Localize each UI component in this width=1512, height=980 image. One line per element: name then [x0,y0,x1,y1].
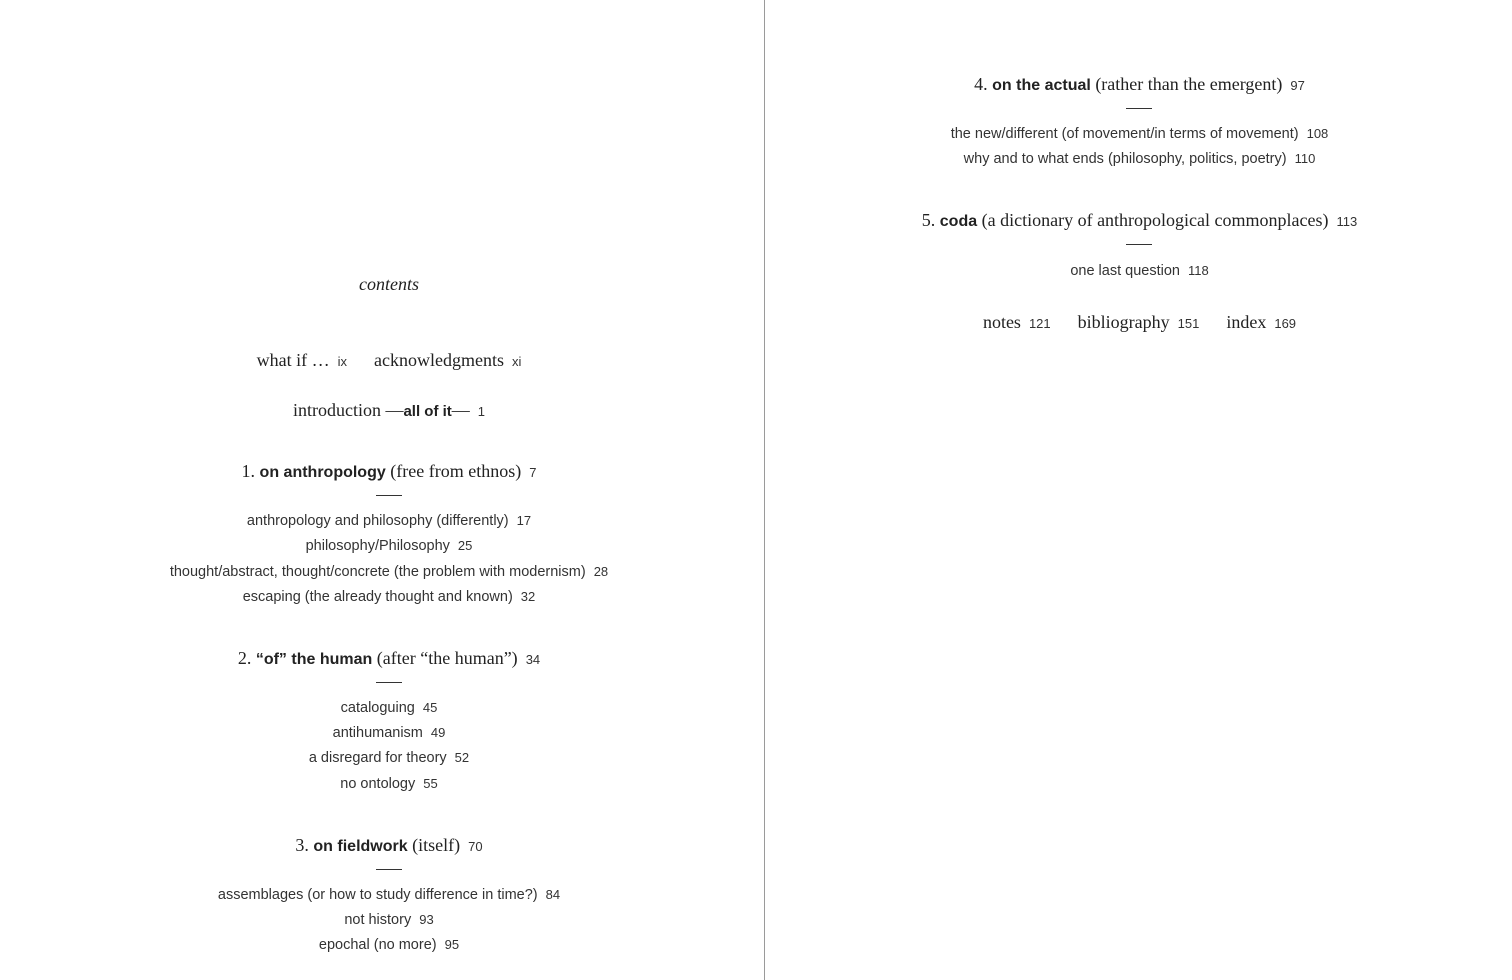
section-label: the new/different (of movement/in terms of movement) [950,126,1299,142]
chapter-number: 1. [241,461,256,481]
chapter-4-rule [1126,108,1152,109]
front-matter-page-acknowledgments: xi [511,354,522,369]
section-page: 45 [422,700,438,715]
chapter-number: 4. [974,74,988,94]
chapter-3-rule [376,869,402,870]
back-matter-label-index[interactable]: index [1226,312,1267,332]
section-page: 49 [430,725,446,740]
chapter-title-rest: (after “the human”) [376,648,518,668]
section-page: 84 [545,887,561,902]
section-row[interactable] [0,589,778,605]
back-matter-label-bibliography[interactable]: bibliography [1077,312,1170,332]
introduction-row[interactable] [0,400,778,421]
section-row[interactable] [0,912,778,928]
section-page: 95 [444,937,460,952]
section-page: 93 [419,912,434,927]
introduction-suffix: — [451,400,470,420]
chapter-title-bold: on fieldwork [313,838,408,855]
section-label: why and to what ends (philosophy, politics, poetry) [963,151,1287,167]
section-page: 32 [520,589,536,604]
chapter-5-heading[interactable] [765,210,1512,231]
section-label: a disregard for theory [308,750,447,766]
introduction-page: 1 [477,404,486,419]
back-matter-page-bibliography: 151 [1177,316,1200,331]
back-matter-label-notes[interactable]: notes [982,312,1021,332]
chapter-title-bold: on the actual [992,77,1091,94]
chapter-number: 5. [921,210,936,230]
chapter-page: 7 [529,465,537,480]
section-row[interactable] [0,700,778,716]
chapter-title-rest: (rather than the emergent) [1095,74,1283,94]
section-row[interactable] [765,126,1512,142]
back-matter-page-notes: 121 [1028,316,1051,331]
section-row[interactable] [0,776,778,792]
section-label: assemblages (or how to study difference in time?) [217,887,538,903]
introduction-bold: all of it [403,403,452,420]
chapter-title-rest: (itself) [412,835,461,855]
section-row[interactable] [765,263,1512,279]
chapter-5-rule [1126,244,1152,245]
section-label: escaping (the already thought and known) [242,589,513,605]
back-matter-row [765,312,1512,333]
section-label: thought/abstract, thought/concrete (the problem with modernism) [169,564,586,580]
section-label: cataloguing [340,700,415,716]
section-label: philosophy/Philosophy [305,538,450,554]
chapter-title-bold: “of” the human [255,651,373,668]
section-row[interactable] [765,151,1512,167]
front-matter-label-acknowledgments[interactable]: acknowledgments [374,350,504,370]
section-label: no ontology [340,776,416,792]
section-label: epochal (no more) [318,937,437,953]
front-matter-row [0,350,778,371]
chapter-title-rest: (a dictionary of anthropological commonplaces) [981,210,1329,230]
section-page: 25 [457,538,473,553]
section-row[interactable] [0,937,778,953]
section-page: 17 [516,513,532,528]
section-row[interactable] [0,513,778,529]
chapter-page: 34 [525,652,541,667]
section-label: anthropology and philosophy (differently) [246,513,509,529]
back-matter-page-index: 169 [1274,316,1297,331]
right-page [765,0,1512,980]
chapter-title-bold: coda [939,213,978,230]
section-row[interactable] [0,538,778,554]
chapter-page: 97 [1290,78,1305,93]
section-page: 118 [1187,263,1209,278]
section-page: 108 [1306,126,1329,141]
chapter-number: 3. [295,835,309,855]
front-matter-label-what-if[interactable]: what if … [256,350,330,370]
front-matter-page-what-if: ix [337,354,347,369]
chapter-number: 2. [237,648,252,668]
section-row[interactable] [0,725,778,741]
chapter-1-rule [376,495,402,496]
chapter-page: 113 [1336,214,1358,229]
chapter-2-heading[interactable] [0,648,778,669]
chapter-page: 70 [468,839,483,854]
section-row[interactable] [0,887,778,903]
section-label: antihumanism [332,725,423,741]
section-page: 52 [454,750,470,765]
section-label: one last question [1070,263,1180,279]
section-row[interactable] [0,750,778,766]
chapter-title-bold: on anthropology [259,464,386,481]
section-label: not history [344,912,412,928]
contents-title: contents [359,274,419,294]
chapter-2-rule [376,682,402,683]
chapter-1-heading[interactable] [0,461,778,482]
section-page: 55 [423,776,438,791]
chapter-4-heading[interactable] [765,74,1512,95]
chapter-title-rest: (free from ethnos) [390,461,522,481]
chapter-3-heading[interactable] [0,835,778,856]
section-page: 28 [593,564,609,579]
section-row[interactable] [0,564,778,580]
introduction-prefix: introduction — [292,400,404,420]
section-page: 110 [1294,151,1316,166]
